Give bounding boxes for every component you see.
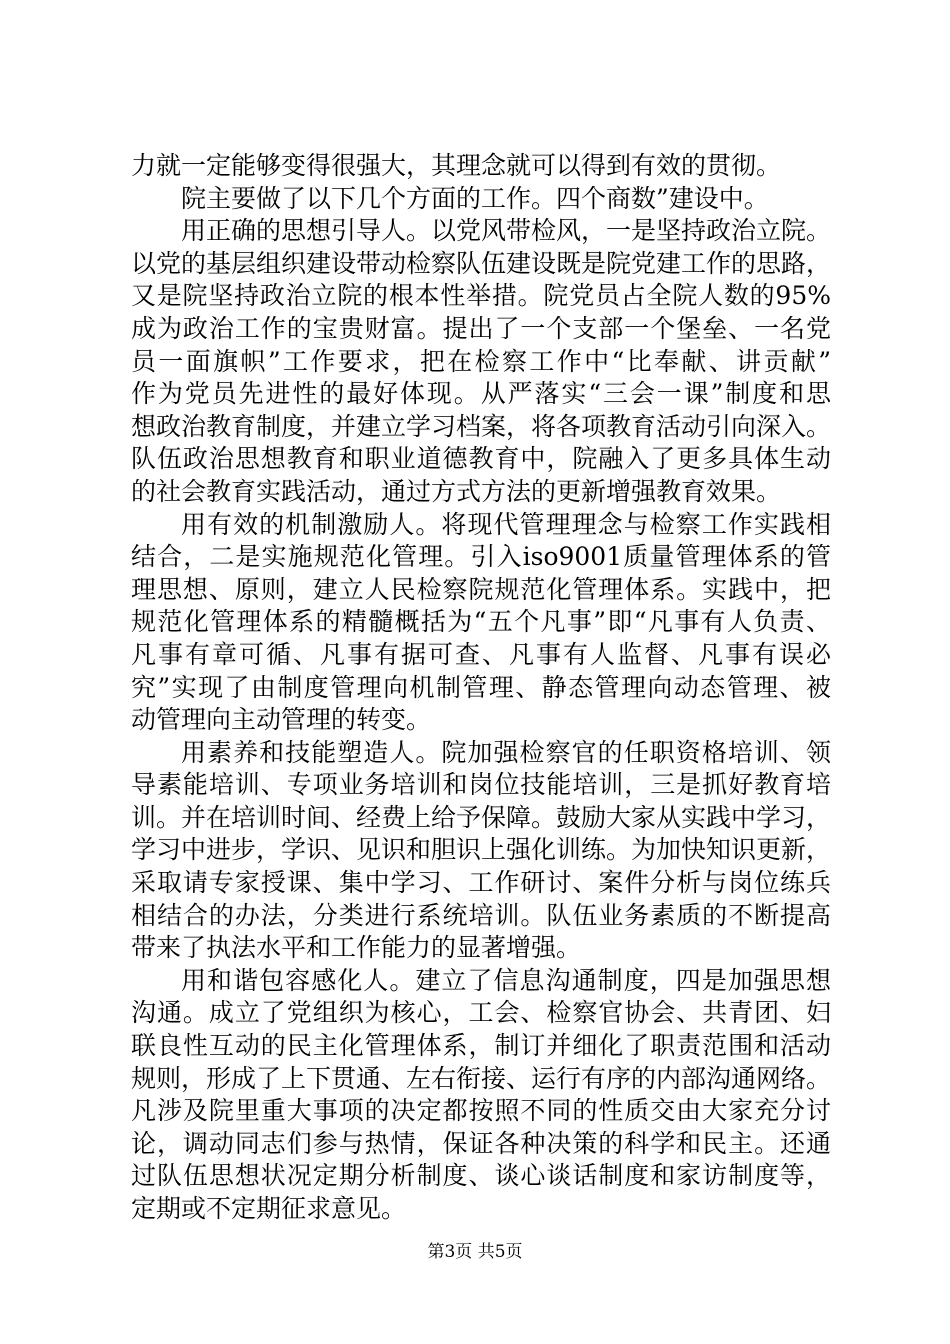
body-text xyxy=(131,150,831,1226)
text-line: 的社会教育实践活动，通过方式方法的更新增强教育效果。 xyxy=(131,476,782,506)
text-line: 带来了执法水平和工作能力的显著增强。 xyxy=(131,933,582,963)
text-line: 学习中进步，学识、见识和胆识上强化训练。为加快知识更新， xyxy=(131,835,832,865)
text-line: 用素养和技能塑造人。院加强检察官的任职资格培训、领 xyxy=(181,737,831,767)
text-line: 用和谐包容感化人。建立了信息沟通制度，四是加强思想 xyxy=(181,965,831,995)
text-line: 凡事有章可循、凡事有据可查、凡事有人监督、凡事有误必 xyxy=(131,639,831,669)
text-line: 训。并在培训时间、经费上给予保障。鼓励大家从实践中学习， xyxy=(131,802,832,832)
text-line: 导素能培训、专项业务培训和岗位技能培训，三是抓好教育培 xyxy=(131,770,831,800)
text-line: 员一面旗帜”工作要求，把在检察工作中“比奉献、讲贡献” xyxy=(131,346,831,376)
text-line: 用有效的机制激励人。将现代管理理念与检察工作实践相 xyxy=(181,509,831,539)
text-line: 又是院坚持政治立院的根本性举措。院党员占全院人数的95% xyxy=(131,281,831,311)
text-line: 采取请专家授课、集中学习、工作研讨、案件分析与岗位练兵 xyxy=(131,868,831,898)
text-line: 凡涉及院里重大事项的决定都按照不同的性质交由大家充分讨 xyxy=(131,1096,831,1126)
text-line: 规范化管理体系的精髓概括为“五个凡事”即“凡事有人负责、 xyxy=(131,607,831,637)
text-line: 联良性互动的民主化管理体系，制订并细化了职责范围和活动 xyxy=(131,1031,831,1061)
text-line: 理思想、原则，建立人民检察院规范化管理体系。实践中，把 xyxy=(131,574,831,604)
text-line: 规则，形成了上下贯通、左右衔接、运行有序的内部沟通网络。 xyxy=(131,1063,832,1093)
text-line: 论，调动同志们参与热情，保证各种决策的科学和民主。还通 xyxy=(131,1128,831,1158)
text-line: 用正确的思想引导人。以党风带检风，一是坚持政治立院。 xyxy=(181,216,832,246)
text-line: 相结合的办法，分类进行系统培训。队伍业务素质的不断提高 xyxy=(131,900,831,930)
text-line: 以党的基层组织建设带动检察队伍建设既是院党建工作的思路， xyxy=(131,248,832,278)
text-line: 队伍政治思想教育和职业道德教育中，院融入了更多具体生动 xyxy=(131,444,831,474)
page-number: 第3页 共5页 xyxy=(427,1242,523,1262)
text-line: 作为党员先进性的最好体现。从严落实“三会一课”制度和思 xyxy=(131,379,831,409)
text-line: 院主要做了以下几个方面的工作。四个商数”建设中。 xyxy=(181,183,769,213)
text-line: 沟通。成立了党组织为核心，工会、检察官协会、共青团、妇 xyxy=(131,998,831,1028)
text-line: 动管理向主动管理的转变。 xyxy=(131,705,432,735)
text-line: 过队伍思想状况定期分析制度、谈心谈话制度和家访制度等， xyxy=(131,1161,831,1191)
text-line: 定期或不定期征求意见。 xyxy=(131,1194,407,1223)
text-line: 力就一定能够变得很强大，其理念就可以得到有效的贯彻。 xyxy=(131,151,782,180)
page-footer xyxy=(0,1242,950,1262)
text-line: 究”实现了由制度管理向机制管理、静态管理向动态管理、被 xyxy=(131,672,831,702)
text-line: 成为政治工作的宝贵财富。提出了一个支部一个堡垒、一名党 xyxy=(131,313,831,343)
text-line: 想政治教育制度，并建立学习档案，将各项教育活动引向深入。 xyxy=(131,411,832,441)
text-line: 结合，二是实施规范化管理。引入iso9001质量管理体系的管 xyxy=(131,542,831,572)
